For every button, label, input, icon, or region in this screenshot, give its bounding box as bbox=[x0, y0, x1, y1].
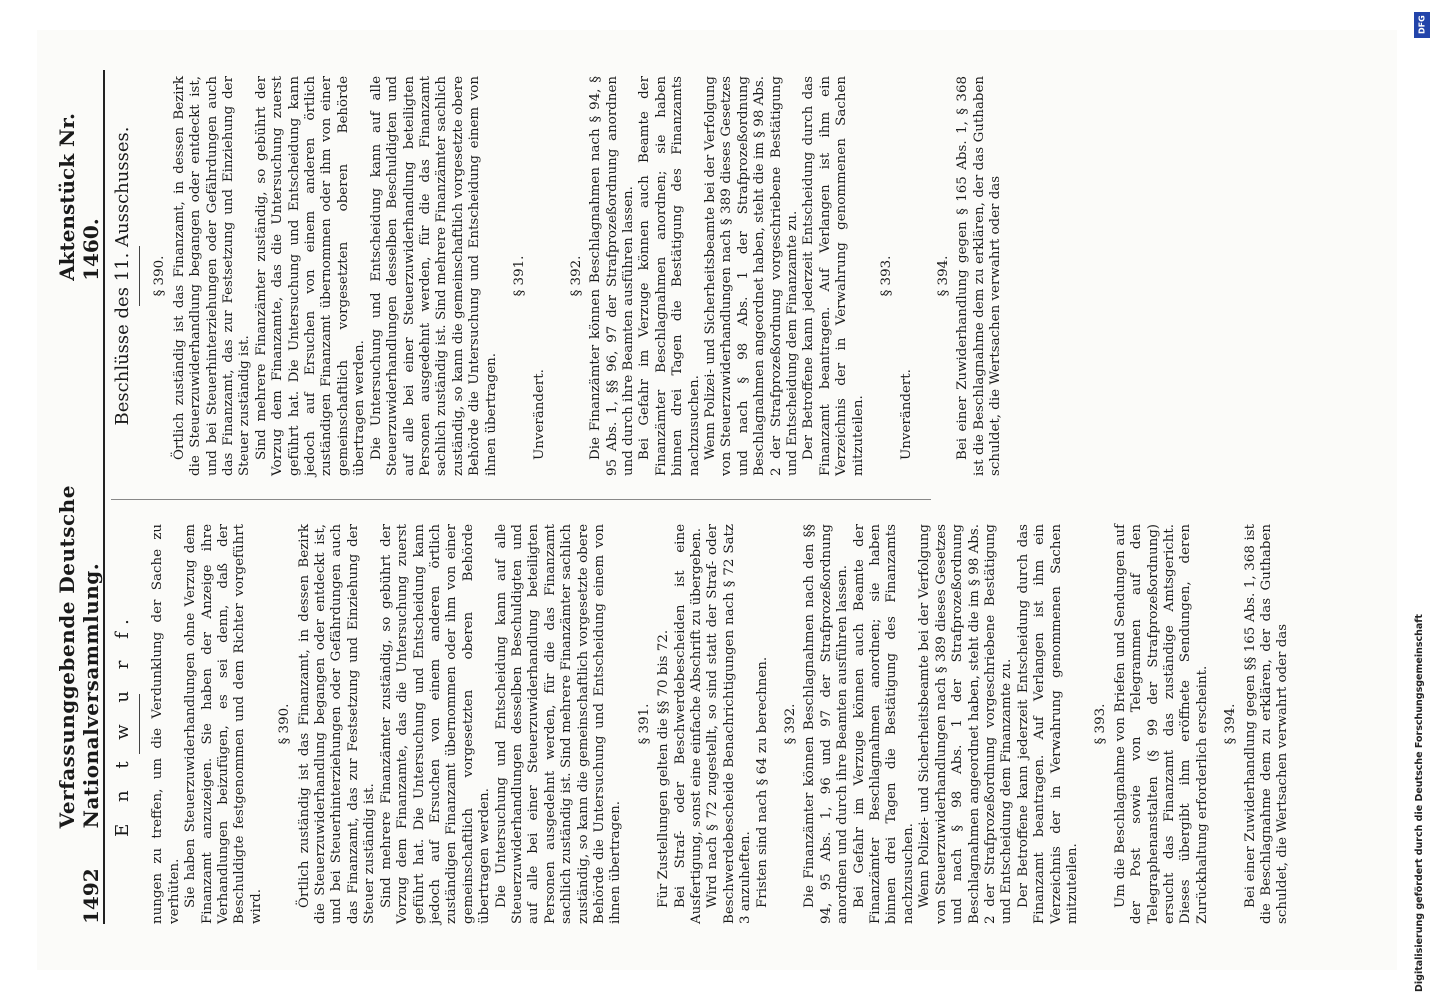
paragraph: Sind mehrere Finanzämter zuständig, so gebührt der Vorzug dem Finanzamte, das die Untersuchung zuerst geführt hat. Die Untersuchung und Entscheidung kann jedoch auf Ersuchen von einem anderen örtlich zuständigen Finanzamt übernommen oder ihm von einer gemeinschaftlich vorgesetzten oberen Behörde übertragen werden. bbox=[378, 524, 493, 924]
paragraph: Der Betroffene kann jederzeit Entscheidung durch das Finanzamt beantragen. Auf Verlangen ist ihm ein Verzeichnis der in Verwahrung genommenen Sachen mitzuteilen. bbox=[1015, 524, 1080, 924]
section-number: § 391. bbox=[636, 703, 652, 745]
page-number: 1492 bbox=[79, 868, 103, 924]
section-number: § 393. bbox=[1093, 703, 1109, 745]
paragraph: Örtlich zuständig ist das Finanzamt, in dessen Bezirk die Steuerzuwiderhandlung begangen oder entdeckt ist, und bei Steuerhinterziehungen oder Gefährdungen auch das Finanzamt, das zur Festsetzung und Einziehung der Steuer zuständig ist. bbox=[171, 76, 253, 476]
paragraph: Örtlich zuständig ist das Finanzamt, in dessen Bezirk die Steuerzuwiderhandlung begangen oder entdeckt ist, und bei Steuerhinterziehungen oder Gefährdungen auch das Finanzamt, das zur Festsetzung und Einziehung der Steuer zuständig ist. bbox=[296, 524, 378, 924]
paragraph: Für Zustellungen gelten die §§ 70 bis 72. bbox=[656, 629, 672, 908]
paragraph: Sie haben Steuerzuwiderhandlungen ohne Verzug dem Finanzamt anzuzeigen. Sie haben der Anzeige ihre Verhandlungen beizufügen, es sei denn, daß der Beschuldigte festgenommen und dem Richter vorgeführt wird. bbox=[183, 524, 264, 924]
column-divider bbox=[111, 499, 931, 500]
paragraph: Der Betroffene kann jederzeit Entscheidung durch das Finanzamt beantragen. Auf Verlangen ist ihm ein Verzeichnis der in Verwahrung genommenen Sachen mitzuteilen. bbox=[801, 76, 866, 476]
paragraph: Die Untersuchung und Entscheidung kann auf alle Steuerzuwiderhandlungen desselben Beschuldigten und auf alle bei einer Steuerzuwiderhandlung beteiligten Personen ausgedehnt werden, für die das Finanzamt sachlich zuständig ist. Sind mehrere Finanzämter sachlich zuständig, so kann die gemeinschaftlich vorgesetzte obere Behörde die Untersuchung und Entscheidung einem von ihnen übertragen. bbox=[493, 524, 624, 924]
digitization-strip bbox=[1414, 8, 1430, 992]
scanned-page bbox=[37, 30, 1397, 970]
section-number: § 390. bbox=[277, 703, 293, 745]
paragraph: Sind mehrere Finanzämter zuständig, so gebührt der Vorzug dem Finanzamte, das die Untersuchung zuerst geführt hat. Die Untersuchung und Entscheidung kann jedoch auf Ersuchen von einem anderen örtlich zuständigen Finanzamt übernommen oder ihm von einer gemeinschaftlich vorgesetzten oberen Behörde übertragen werden. bbox=[253, 76, 368, 476]
committee-column bbox=[111, 76, 1387, 476]
unchanged-note: Unverändert. bbox=[899, 369, 915, 460]
section-number: § 392. bbox=[568, 255, 584, 297]
section-number: § 390. bbox=[152, 255, 168, 297]
paragraph: Fristen sind nach § 64 zu berechnen. bbox=[754, 656, 770, 908]
draft-heading: E n t w u r f. bbox=[112, 611, 133, 837]
paragraph: Bei Gefahr im Verzuge können auch Beamte der Finanzämter Beschlagnahmen anordnen; sie haben binnen drei Tagen die Bestätigung des Finanzamts nachzusuchen. bbox=[851, 524, 916, 924]
draft-column bbox=[111, 524, 1387, 924]
paragraph: Wird nach § 72 zugestellt, so sind statt der Straf- oder Beschwerdebescheide Benachrichtigungen nach § 72 Satz 3 anzuheften. bbox=[705, 524, 754, 924]
heading-rule bbox=[139, 246, 140, 306]
paragraph: Bei Gefahr im Verzuge können auch Beamte der Finanzämter Beschlagnahmen anordnen; sie haben binnen drei Tagen die Bestätigung des Finanzamts nachzusuchen. bbox=[637, 76, 702, 476]
document-reference: Aktenstück Nr. 1460. bbox=[55, 113, 103, 281]
paragraph: Die Finanzämter können Beschlagnahmen nach § 94, § 95 Abs. 1, §§ 96, 97 der Strafprozeßordnung anordnen und durch ihre Beamten ausführen lassen. bbox=[588, 76, 636, 476]
paragraph: nungen zu treffen, um die Verdunklung der Sache zu verhüten. bbox=[150, 524, 182, 924]
paragraph: Bei einer Zuwiderhandlung gegen § 165 Abs. 1, § 368 ist die Beschlagnahme dem zu erklären, der das Guthaben schuldet, die Wertsachen verwahrt oder das bbox=[955, 76, 1004, 476]
section-number: § 394. bbox=[1223, 703, 1239, 745]
page-header bbox=[55, 70, 105, 924]
heading-rule bbox=[139, 694, 140, 754]
paragraph: Bei einer Zuwiderhandlung gegen §§ 165 Abs. 1, 368 ist die Beschlagnahme dem zu erklären, der das Guthaben schuldet, die Wertsachen verwahrt oder das bbox=[1242, 524, 1291, 924]
paragraph: Die Finanzämter können Beschlagnahmen nach den §§ 94, 95 Abs. 1, 96 und 97 der Strafprozeßordnung anordnen und durch ihre Beamten ausführen lassen. bbox=[802, 524, 851, 924]
committee-heading: Beschlüsse des 11. Ausschusses. bbox=[112, 126, 133, 426]
section-number: § 391. bbox=[511, 255, 527, 297]
paragraph: Bei Straf- oder Beschwerdebescheiden ist eine Ausfertigung, sonst eine einfache Abschrift zu übergeben. bbox=[672, 524, 704, 924]
digitization-notice: Digitalisierung gefördert durch die Deutsche Forschungsgemeinschaft bbox=[1414, 614, 1425, 992]
draft-body bbox=[150, 524, 1291, 924]
section-number: § 392. bbox=[783, 703, 799, 745]
paragraph: Die Untersuchung und Entscheidung kann auf alle Steuerzuwiderhandlungen desselben Beschuldigten und auf alle bei einer Steuerzuwiderhandlung beteiligten Personen ausgedehnt werden, für die das Finanzamt sachlich zuständig ist. Sind mehrere Finanzämter sachlich zuständig, so kann die gemeinschaftlich vorgesetzte obere Behörde die Untersuchung und Entscheidung einem von ihnen übertragen. bbox=[368, 76, 499, 476]
dfg-logo-text: DFG bbox=[1417, 15, 1427, 35]
section-number: § 393. bbox=[879, 255, 895, 297]
running-title: Verfassunggebende Deutsche Nationalversammlung. bbox=[55, 485, 103, 829]
committee-body bbox=[152, 76, 1004, 476]
section-number: § 394. bbox=[935, 255, 951, 297]
unchanged-note: Unverändert. bbox=[532, 369, 548, 460]
paragraph: Wenn Polizei- und Sicherheitsbeamte bei der Verfolgung von Steuerzuwiderhandlungen nach § 389 dieses Gesetzes und nach § 98 Abs. 1 der Strafprozeßordnung Beschlagnahmen angeordnet haben, steht die im § 98 Abs. 2 der Strafprozeßordnung vorgeschriebene Bestätigung und Entscheidung dem Finanzamte zu. bbox=[703, 76, 801, 476]
paragraph: Wenn Polizei- und Sicherheitsbeamte bei der Verfolgung von Steuerzuwiderhandlungen nach § 389 dieses Gesetzes und nach § 98 Abs. 1 der Strafprozeßordnung Beschlagnahmen angeordnet haben, steht die im § 98 Abs. 2 der Strafprozeßordnung vorgeschriebene Bestätigung und Entscheidung dem Finanzamte zu. bbox=[917, 524, 1015, 924]
paragraph: Um die Beschlagnahme von Briefen und Sendungen auf der Post sowie von Telegrammen auf den Telegraphenanstalten (§ 99 der Strafprozeßordnung) ersucht das Finanzamt das zuständige Amtsgericht. Dieses übergibt ihm eröffnete Sendungen, deren Zurückhaltung erforderlich erscheint. bbox=[1112, 524, 1210, 924]
